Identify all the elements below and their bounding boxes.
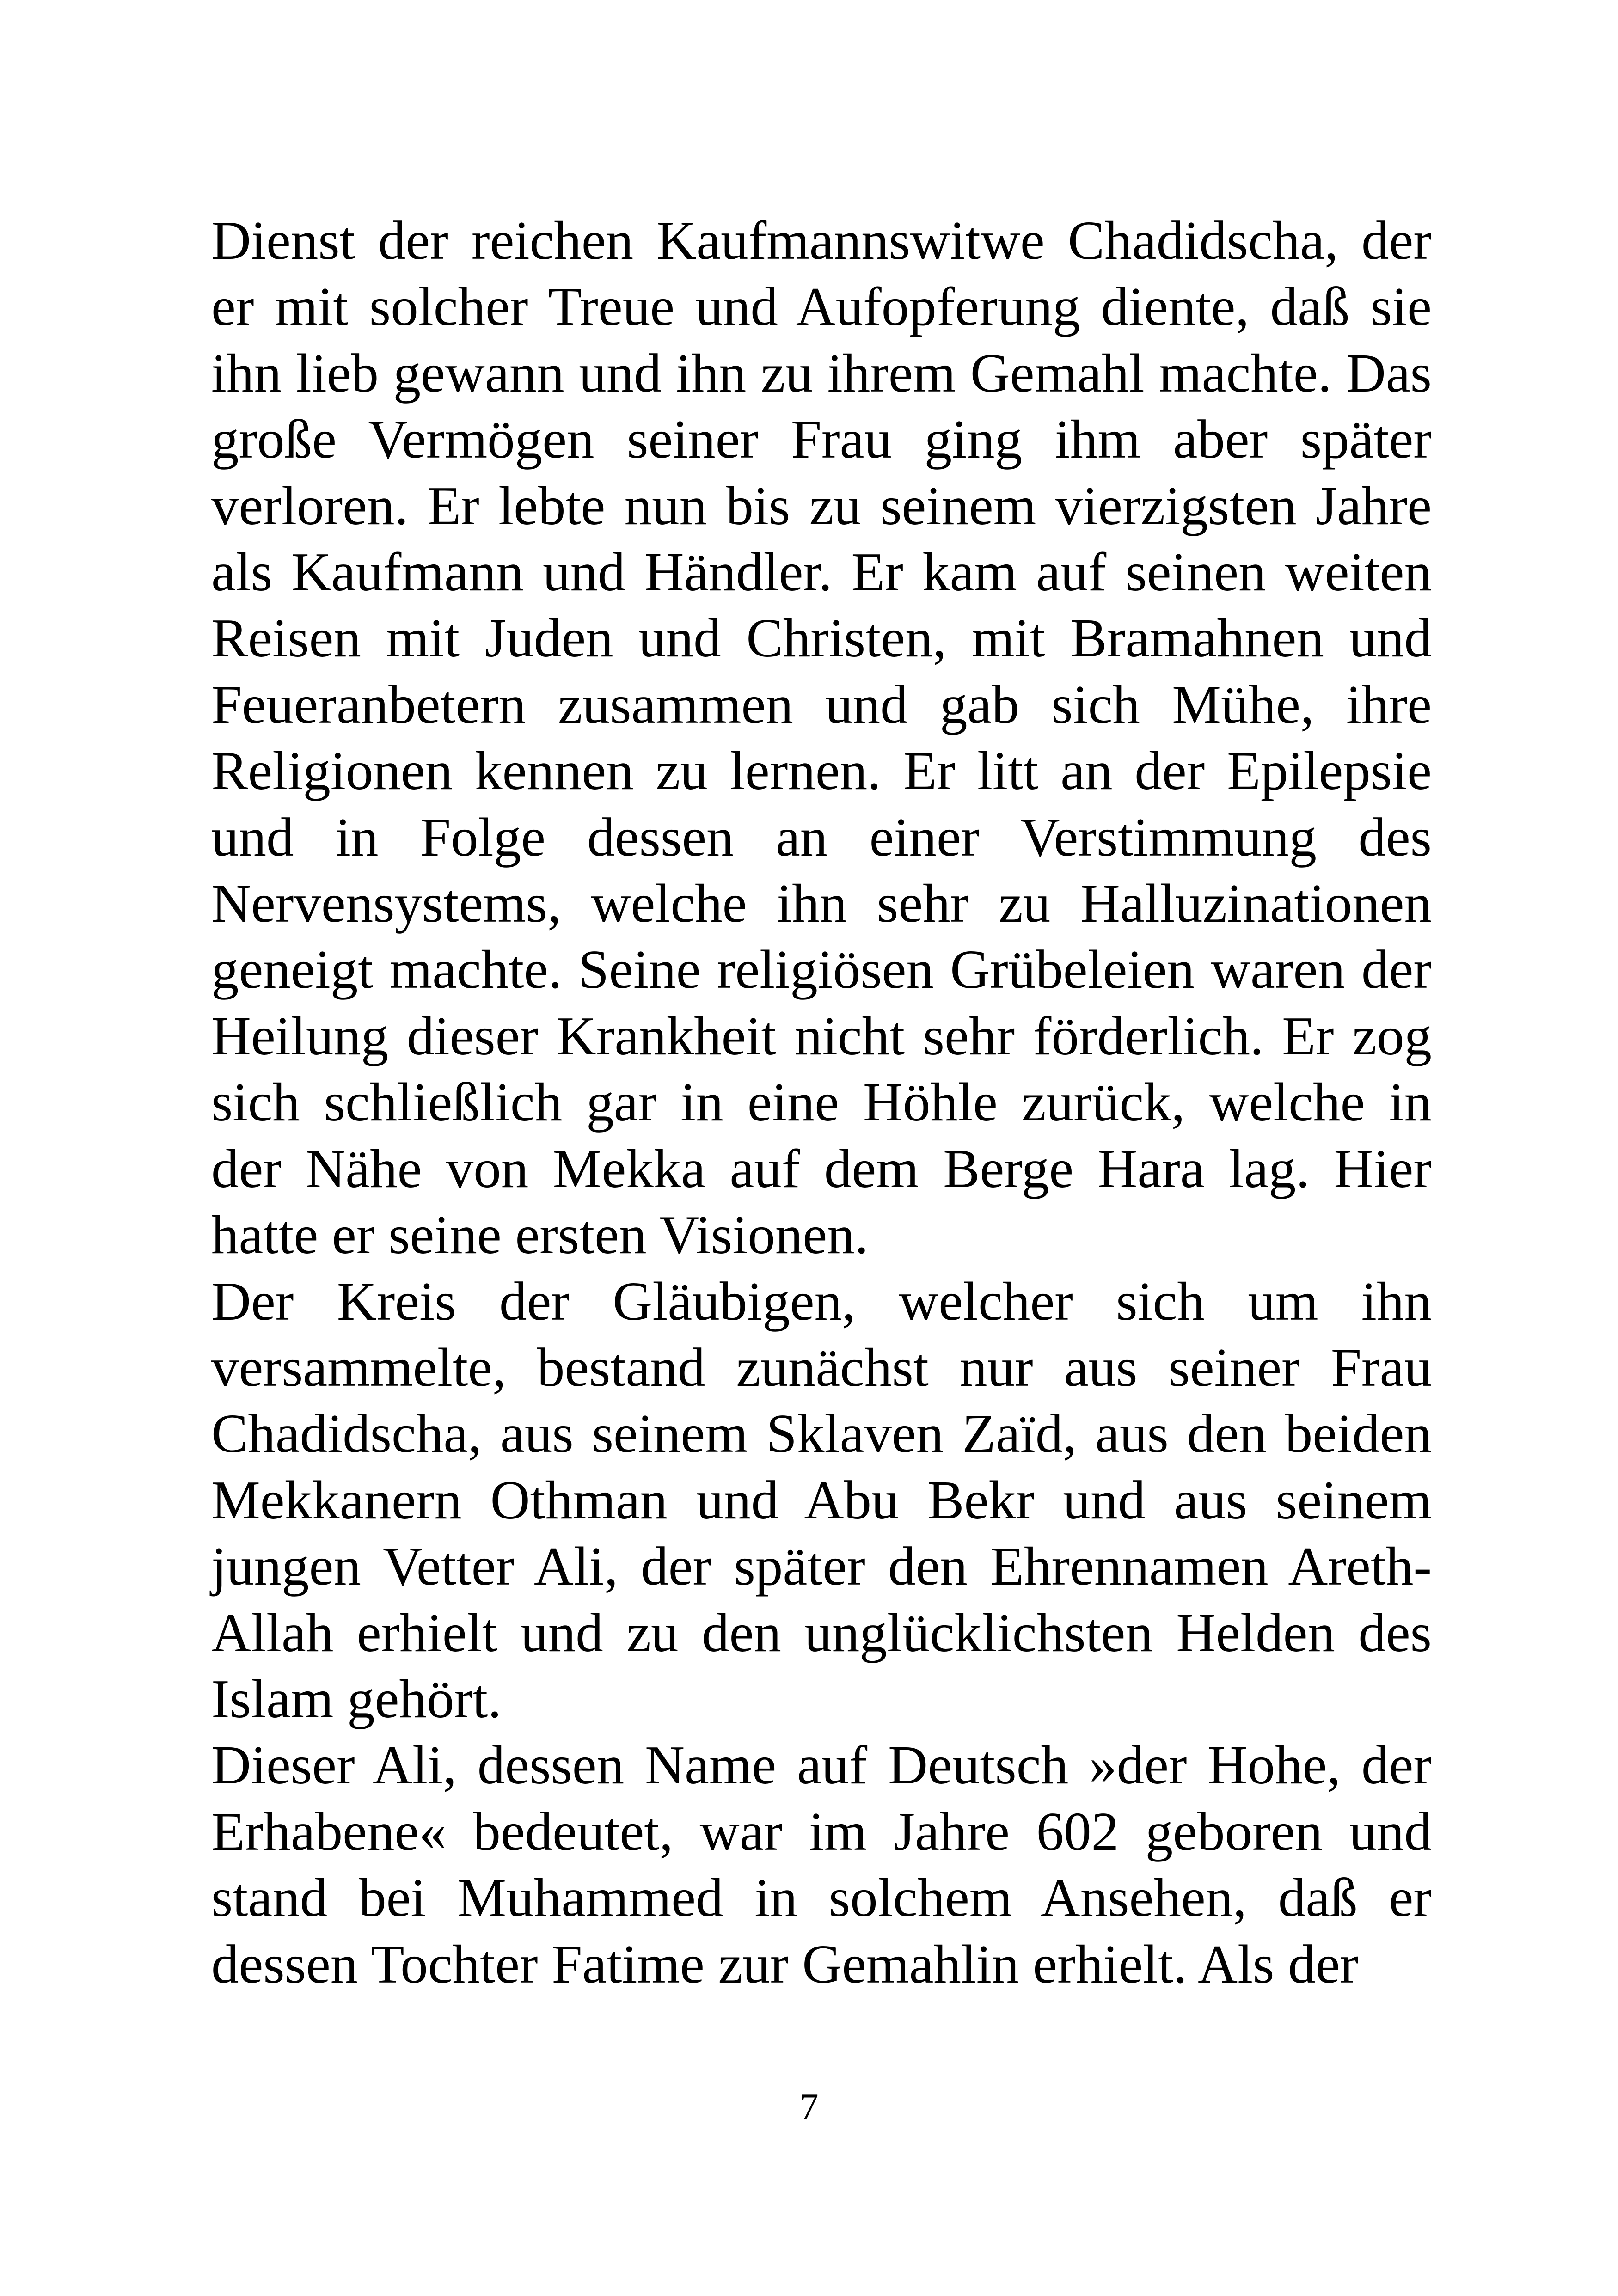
page-number: 7 bbox=[799, 2086, 819, 2128]
body-text bbox=[211, 208, 1432, 1997]
paragraph-1: Dienst der reichen Kaufmannswitwe Chadidscha, der er mit solcher Treue und Aufopferung diente, daß sie ihn lieb gewann und ihn zu ihrem Gemahl machte. Das große Vermögen seiner Frau ging ihm aber später verloren. Er lebte nun bis zu seinem vierzigsten Jahre als Kaufmann und Händler. Er kam auf seinen weiten Reisen mit Juden und Christen, mit Bramahnen und Feueranbetern zusammen und gab sich Mühe, ihre Religionen kennen zu lernen. Er litt an der Epilepsie und in Folge dessen an einer Verstimmung des Nervensystems, welche ihn sehr zu Halluzinationen geneigt machte. Seine religiösen Grübeleien waren der Heilung dieser Krankheit nicht sehr förderlich. Er zog sich schließlich gar in eine Höhle zurück, welche in der Nähe von Mekka auf dem Berge Hara lag. Hier hatte er seine ersten Visionen. bbox=[211, 210, 1432, 1266]
paragraph-2: Der Kreis der Gläubigen, welcher sich um ihn versammelte, bestand zunächst nur aus seiner Frau Chadidscha, aus seinem Sklaven Zaïd, aus den beiden Mekkanern Othman und Abu Bekr und aus seinem jungen Vetter Ali, der später den Ehrennamen Areth-Allah erhielt und zu den unglücklichsten Helden des Islam gehört. bbox=[211, 1270, 1432, 1729]
paragraph-3: Dieser Ali, dessen Name auf Deutsch »der Hohe, der Erhabene« bedeutet, war im Jahre 602 geboren und stand bei Muhammed in solchem Ansehen, daß er dessen Tochter Fatime zur Gemahlin erhielt. Als der bbox=[211, 1734, 1432, 1995]
